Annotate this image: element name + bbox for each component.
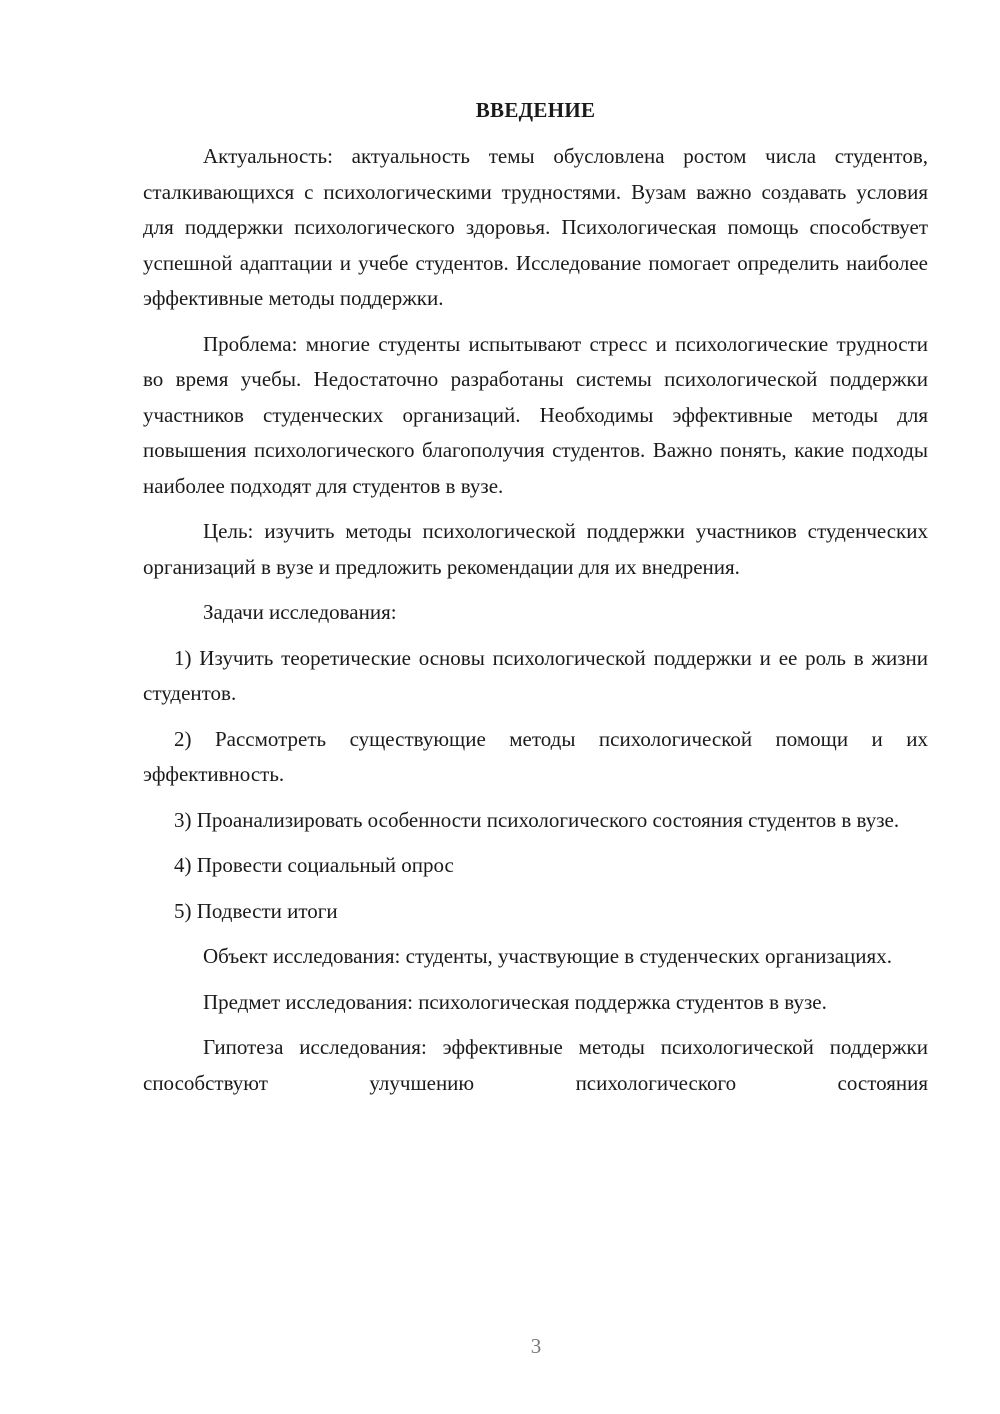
goal-paragraph: Цель: изучить методы психологической поддержки участников студенческих организаций в вузе и предложить рекомендации для их внедрения. — [143, 519, 928, 579]
hypothesis-paragraph: Гипотеза исследования: эффективные методы психологической поддержки способствуют улучшению психологического состояния — [143, 1035, 928, 1095]
section-title: ВВЕДЕНИЕ — [475, 98, 596, 122]
object-paragraph: Объект исследования: студенты, участвующие в студенческих организациях. — [203, 944, 892, 968]
page-content — [143, 92, 928, 1111]
page-number: 3 — [530, 1334, 542, 1358]
task-item-1: 1) Изучить теоретические основы психологической поддержки и ее роль в жизни студентов. — [143, 645, 928, 705]
task-item-3: 3) Проанализировать особенности психологического состояния студентов в вузе. — [174, 807, 900, 832]
tasks-heading: Задачи исследования: — [203, 600, 397, 624]
problem-paragraph: Проблема: многие студенты испытывают стресс и психологические трудности во время учебы. Недостаточно разработаны системы психологической поддержки участников студенческих организаций. Необходимы эффективные методы для повышения психологического благополучия студентов. Важно понять, какие подходы наиболее подходят для студентов в вузе. — [143, 331, 928, 498]
task-item-2: 2) Рассмотреть существующие методы психологической помощи и их эффективность. — [143, 726, 928, 786]
subject-paragraph: Предмет исследования: психологическая поддержка студентов в вузе. — [203, 989, 827, 1014]
task-item-4: 4) Провести социальный опрос — [174, 853, 454, 877]
task-item-5: 5) Подвести итоги — [174, 898, 338, 923]
relevance-paragraph: Актуальность: актуальность темы обусловлена ростом числа студентов, сталкивающихся с психологическими трудностями. Вузам важно создавать условия для поддержки психологического здоровья. Психологическая помощь способствует успешной адаптации и учебе студентов. Исследование помогает определить наиболее эффективные методы поддержки. — [143, 144, 928, 310]
